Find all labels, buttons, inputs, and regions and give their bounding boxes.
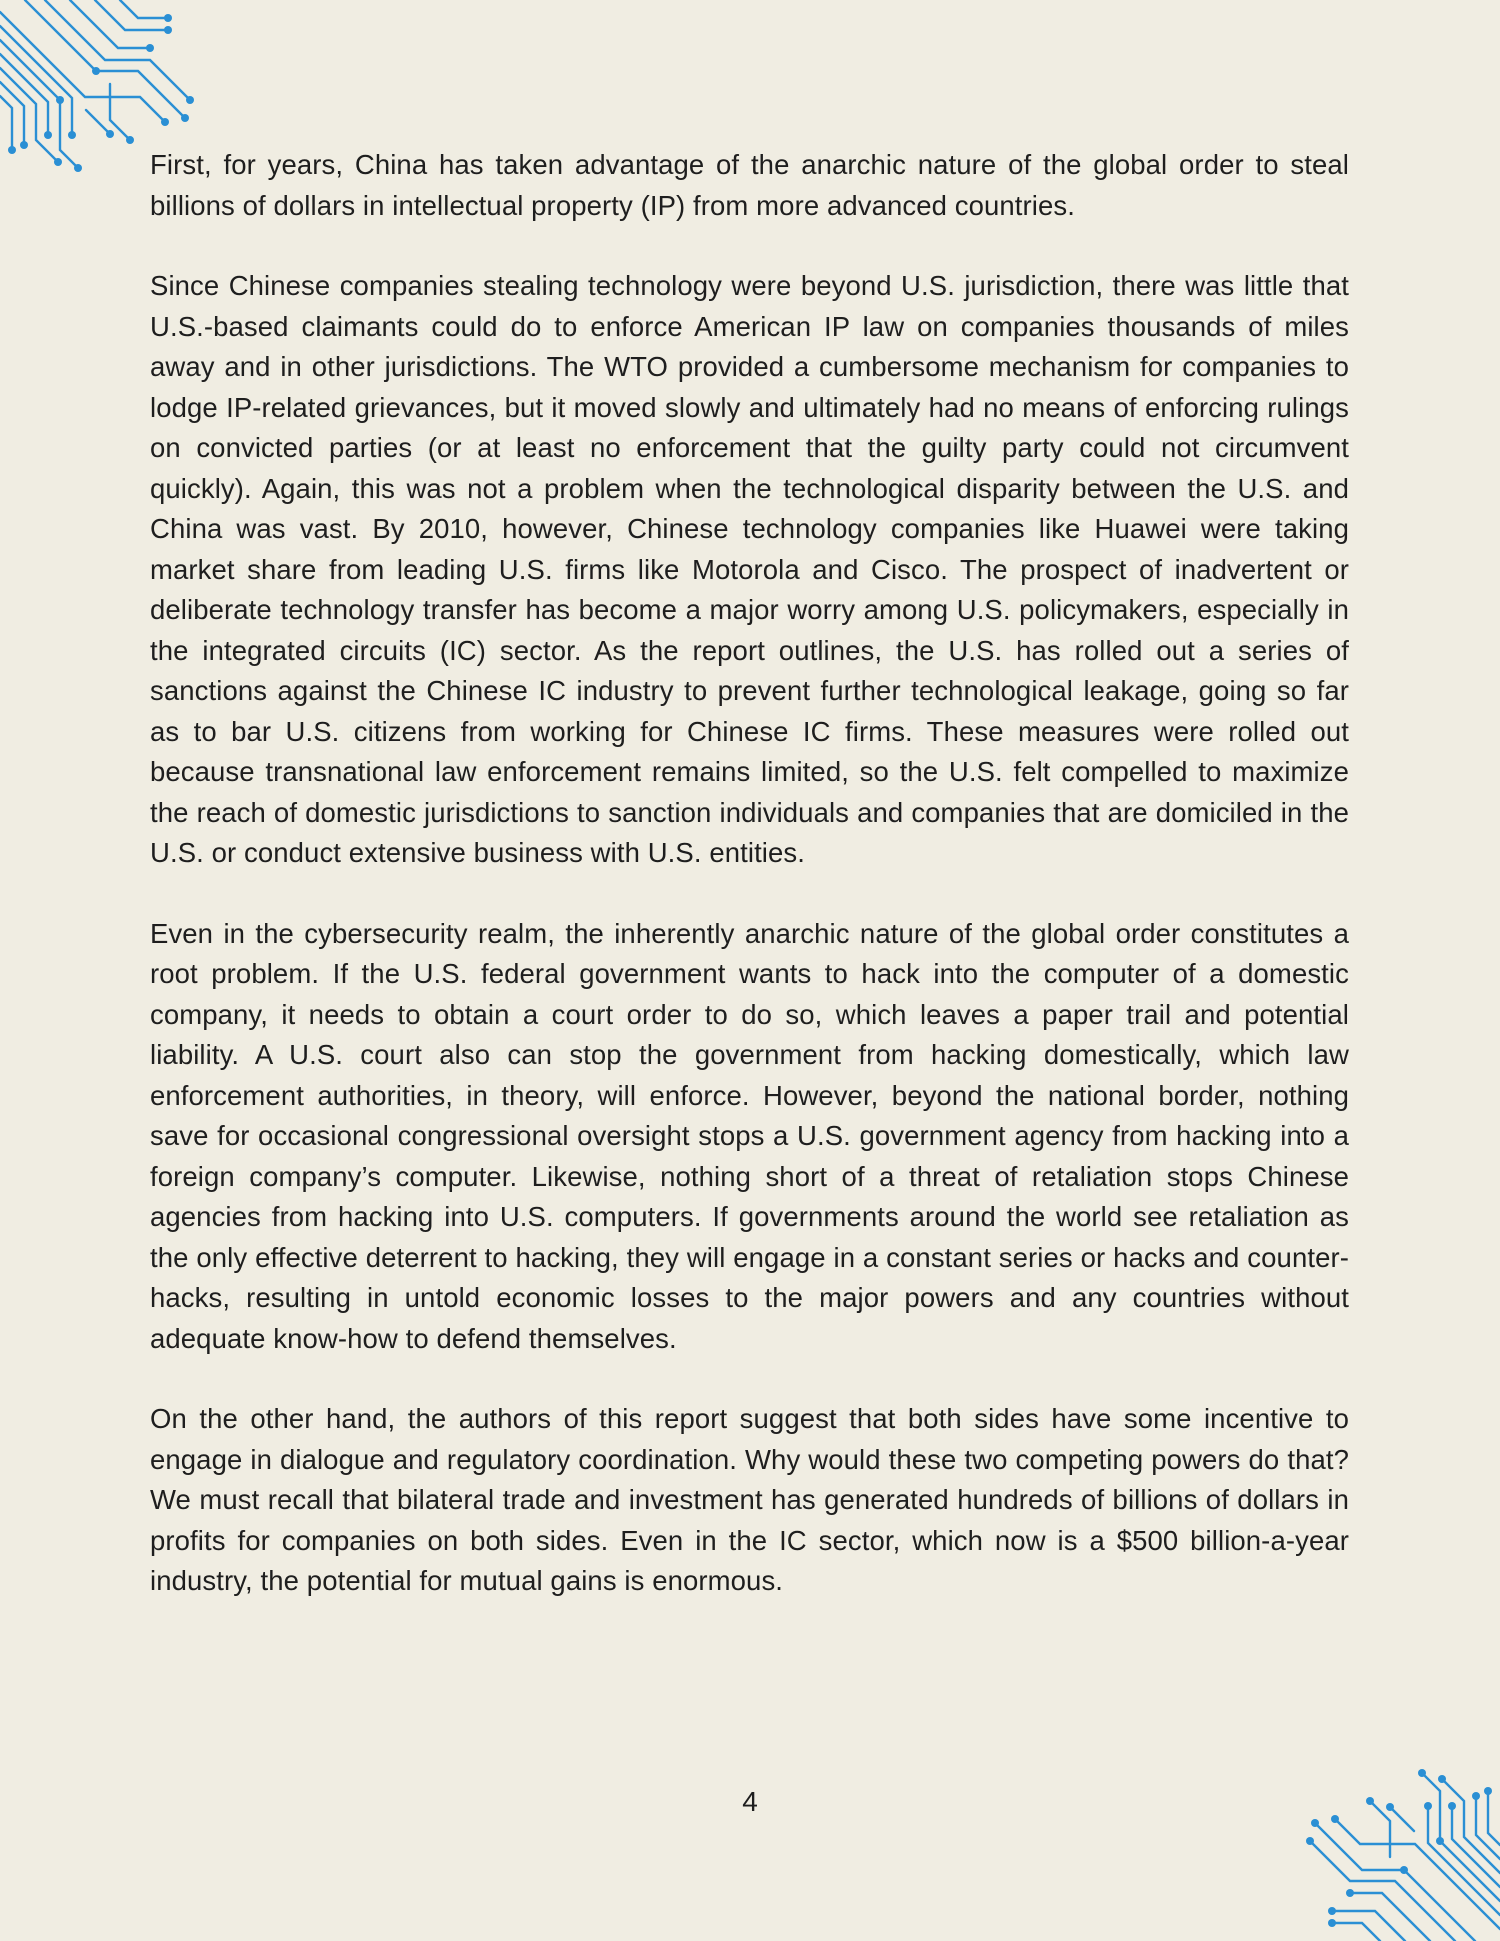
paragraph-dialogue: On the other hand, the authors of this report suggest that both sides have some incentive to engage in dialogue and regulatory coordination. Why would these two competing powers do that? We must recall that bilateral trade and investment has generated hundreds of billions of dollars in profits for companies on both sides. Even in the IC sector, which now is a $500 billion-a-year industry, the potential for mutual gains is enormous. [150,1403,1349,1596]
circuit-lines-icon [1300,1741,1500,1941]
paragraph-cybersecurity: Even in the cybersecurity realm, the inherently anarchic nature of the global order constitutes a root problem. If the U.S. federal government wants to hack into the computer of a domestic company, it needs to obtain a court order to do so, which leaves a paper trail and potential liability. A U.S. court also can stop the government from hacking domestically, which law enforcement authorities, in theory, will enforce. However, beyond the national border, nothing save for occasional congressional oversight stops a U.S. government agency from hacking into a foreign company’s computer. Likewise, nothing short of a threat of retaliation stops Chinese agencies from hacking into U.S. computers. If governments around the world see retaliation as the only effective deterrent to hacking, they will engage in a constant series or hacks and counter-hacks, resulting in untold economic losses to the major powers and any countries without adequate know-how to defend themselves. [150,917,1349,1354]
document-body [150,145,1349,1642]
paragraph-jurisdiction: Since Chinese companies stealing technology were beyond U.S. jurisdiction, there was little that U.S.-based claimants could do to enforce American IP law on companies thousands of miles away and in other jurisdictions. The WTO provided a cumbersome mechanism for companies to lodge IP-related grievances, but it moved slowly and ultimately had no means of enforcing rulings on convicted parties (or at least no enforcement that the guilty party could not circumvent quickly). Again, this was not a problem when the technological disparity between the U.S. and China was vast. By 2010, however, Chinese technology companies like Huawei were taking market share from leading U.S. firms like Motorola and Cisco. The prospect of inadvertent or deliberate technology transfer has become a major worry among U.S. policymakers, especially in the integrated circuits (IC) sector. As the report outlines, the U.S. has rolled out a series of sanctions against the Chinese IC industry to prevent further technological leakage, going so far as to bar U.S. citizens from working for Chinese IC firms. These measures were rolled out because transnational law enforcement remains limited, so the U.S. felt compelled to maximize the reach of domestic jurisdictions to sanction individuals and companies that are domiciled in the U.S. or conduct extensive business with U.S. entities. [150,270,1349,868]
page-number: 4 [742,1786,758,1817]
paragraph-ip-theft: First, for years, China has taken advantage of the anarchic nature of the global order to steal billions of dollars in intellectual property (IP) from more advanced countries. [150,149,1349,221]
